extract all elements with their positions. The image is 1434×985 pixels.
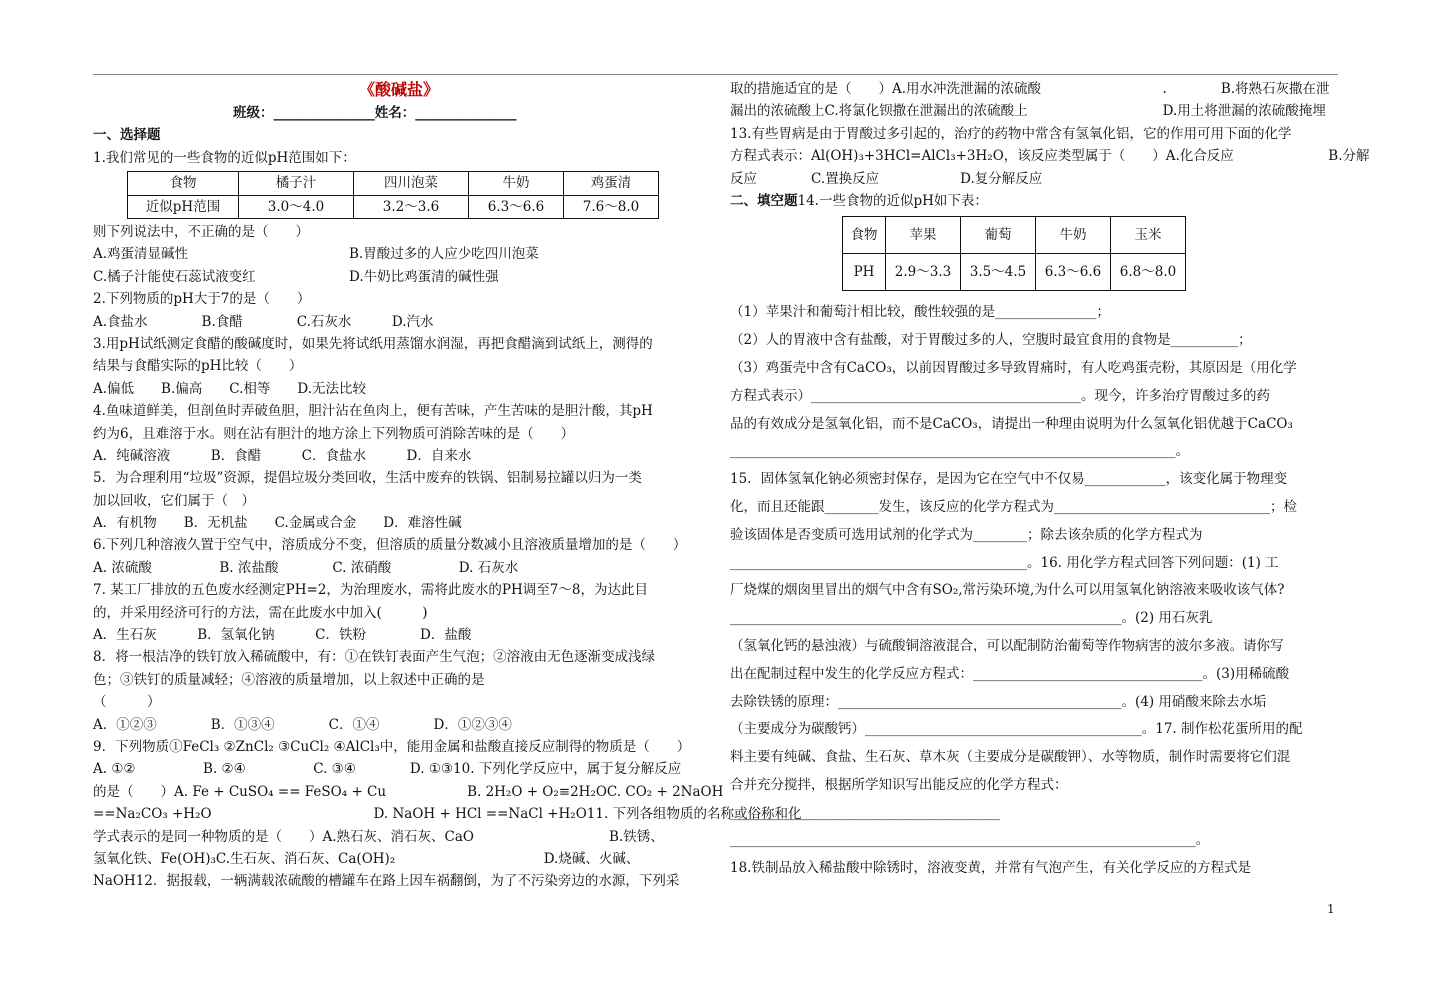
table-cell: 四川泡菜 [354, 172, 469, 195]
q4-line1: 4.鱼味道鲜美，但剖鱼时弄破鱼胆，胆汁沾在鱼肉上，便有苦味，产生苦味的是胆汁酸，其pH [93, 403, 653, 420]
section-heading-choice: 一、选择题 [93, 127, 161, 144]
q14-table-header-row [843, 217, 1186, 254]
q1-option-c: C.橘子汁能使石蕊试液变红 [93, 268, 256, 285]
q1-table-value-row [128, 195, 659, 218]
q8-line3: （ ） [93, 694, 161, 711]
table-cell: 3.0～4.0 [239, 195, 354, 218]
q14-ph-table [842, 216, 1186, 291]
q14-stem: 14.一些食物的近似pH如下表： [797, 192, 988, 209]
q1-ask: 则下列说法中，不正确的是（ ） [93, 223, 309, 240]
table-cell: 橘子汁 [239, 172, 354, 195]
q5-line1: 5．为合理利用“垃圾”资源，提倡垃圾分类回收，生活中废弃的铁锅、铝制易拉罐以归为一类 [93, 470, 642, 487]
q8-line2: 色；③铁钉的质量减轻；④溶液的质量增加，以上叙述中正确的是 [93, 671, 485, 688]
q14-stem-line [730, 190, 1338, 212]
q14-fill-6: __________________________________________________________________。 [730, 443, 1189, 460]
q16-line-1: ____________________________________________。16. 用化学方程式回答下列问题：(1) 工 [730, 554, 1279, 571]
table-cell: 玉米 [1111, 217, 1186, 254]
q12-line-r2: 漏出的浓硫酸上C.将氯化钡撒在泄漏出的浓硫酸上 D.用土将泄漏的浓硫酸掩埋 [730, 103, 1326, 120]
q3-options: A.偏低 B.偏高 C.相等 D.无法比较 [93, 380, 367, 397]
q1-option-b: B.胃酸过多的人应少吃四川泡菜 [349, 246, 539, 263]
name-blank: _______________ [415, 105, 517, 121]
q17-line-1: （主要成分为碳酸钙）_________________________________________。17. 制作松花蛋所用的配 [730, 721, 1303, 738]
table-cell: 近似pH范围 [128, 195, 239, 218]
q1-ph-table [127, 171, 659, 219]
class-name-line [93, 102, 705, 124]
table-cell: 6.3～6.6 [1036, 254, 1111, 291]
q11-line5: 学式表示的是同一种物质的是（ ）A.熟石灰、消石灰、CaO B.铁锈、 [93, 828, 664, 845]
q14-fill-5: 品的有效成分是氢氧化铝，而不是CaCO₃，请提出一种理由说明为什么氢氧化铝优越于CaCO₃ [730, 415, 1293, 432]
q8-line1: 8．将一根洁净的铁钉放入稀硫酸中，有：①在铁钉表面产生气泡；②溶液由无色逐渐变成浅绿 [93, 649, 656, 666]
q18-line-1: 18.铁制品放入稀盐酸中除锈时，溶液变黄，并常有气泡产生，有关化学反应的方程式是 [730, 860, 1251, 877]
q15-line-2: 化，而且还能跟________发生，该反应的化学方程式为________________________________；检 [730, 498, 1297, 515]
q13-line-r3: 13.有些胃病是由于胃酸过多引起的，治疗的药物中常含有氢氧化铝，它的作用可用下面的化学 [730, 125, 1292, 142]
q14-fill-1: （1）苹果汁和葡萄汁相比较，酸性较强的是_______________； [730, 304, 1110, 321]
q9-line1: 9．下列物质①FeCl₃ ②ZnCl₂ ③CuCl₂ ④AlCl₃中，能用金属和盐酸直接反应制得的物质是（ ） [93, 738, 691, 755]
q7-line2: 的，并采用经济可行的方法，需在此废水中加入( ) [93, 604, 428, 621]
q14-fill-2: （2）人的胃液中含有盐酸，对于胃酸过多的人，空腹时最宜食用的食物是__________； [730, 332, 1252, 349]
name-label: 姓名： [374, 105, 416, 121]
q1-option-d: D.牛奶比鸡蛋清的碱性强 [349, 268, 499, 285]
q2-stem: 2.下列物质的pH大于7的是（ ） [93, 291, 311, 308]
table-cell: PH [843, 254, 886, 291]
q7-line1: 7. 某工厂排放的五色废水经测定PH=2，为治理废水，需将此废水的PH调至7～8，为达此目 [93, 582, 648, 599]
table-cell: 鸡蛋清 [564, 172, 659, 195]
q3-line2: 结果与食醋实际的pH比较（ ） [93, 358, 303, 375]
q1-option-a: A.鸡蛋清显碱性 [93, 246, 189, 263]
q1-options-cd [93, 266, 705, 288]
table-cell: 7.6～8.0 [564, 195, 659, 218]
q12-line-r1: 取的措施适宜的是（ ）A.用水冲洗泄漏的浓硫酸 . B.将熟石灰撒在泄 [730, 81, 1330, 97]
table-cell: 食物 [128, 172, 239, 195]
q1-stem: 1.我们常见的一些食物的近似pH范围如下： [93, 149, 356, 166]
q8-options: A．①②③ B．①③④ C．①④ D．①②③④ [93, 716, 512, 733]
class-label: 班级： [233, 105, 274, 121]
q11-line6: 氢氧化铁、Fe(OH)₃C.生石灰、消石灰、Ca(OH)₂ D.烧碱、火碱、 [93, 850, 640, 867]
q16-line-6: 去除铁锈的原理：__________________________________________。(4) 用硝酸来除去水垢 [730, 693, 1267, 710]
q1-table-header-row [128, 172, 659, 195]
q5-options: A．有机物 B．无机盐 C.金属或合金 D．难溶性碱 [93, 515, 462, 532]
q14-fill-3: （3）鸡蛋壳中含有CaCO₃，以前因胃酸过多导致胃痛时，有人吃鸡蛋壳粉，其原因是（用化学 [730, 359, 1297, 376]
q1-options-ab [93, 243, 705, 265]
q10-line4: ==Na₂CO₃ +H₂O D. NaOH + HCl ==NaCl +H₂O11. 下列各组物质的名称或俗称和化 [93, 806, 802, 823]
q6-stem: 6.下列几种溶液久置于空气中，溶质成分不变，但溶质的质量分数减小且溶液质量增加的是（ ） [93, 537, 687, 554]
class-blank: _______________ [273, 105, 375, 121]
q17-answer-line-1: ________________________________________ [730, 804, 1000, 821]
q4-options: A．纯碱溶液 B．食醋 C．食盐水 D．自来水 [93, 447, 472, 464]
q6-options: A. 浓硫酸 B. 浓盐酸 C. 浓硝酸 D. 石灰水 [93, 559, 519, 576]
q7-options: A．生石灰 B．氢氧化钠 C．铁粉 D．盐酸 [93, 627, 472, 644]
q16-line-4: （氢氧化钙的悬浊液）与硫酸铜溶液混合，可以配制防治葡萄等作物病害的波尔多液。请你写 [730, 637, 1284, 654]
page-number: 1 [1327, 902, 1335, 916]
section-heading-fill: 二、填空题 [730, 192, 798, 209]
table-cell: 葡萄 [961, 217, 1036, 254]
q13-line-r4: 方程式表示：Al(OH)₃+3HCl=AlCl₃+3H₂O，该反应类型属于（ ）A.化合反应 B.分解 [730, 148, 1370, 165]
header-rule [93, 74, 1338, 75]
table-cell: 2.9～3.3 [886, 254, 961, 291]
q15-line-3: 验该固体是否变质可选用试剂的化学式为________；除去该杂质的化学方程式为 [730, 526, 1203, 543]
q10-line3: 的是（ ）A. Fe + CuSO₄ == FeSO₄ + Cu B. 2H₂O + O₂≡2H₂OC. CO₂ + 2NaOH [93, 783, 724, 800]
worksheet-title [93, 78, 705, 102]
table-cell: 牛奶 [469, 172, 564, 195]
q5-line2: 加以回收，它们属于（ ） [93, 492, 255, 509]
q16-line-3: __________________________________________________________。(2) 用石灰乳 [730, 610, 1213, 627]
table-cell: 牛奶 [1036, 217, 1111, 254]
table-cell: 苹果 [886, 217, 961, 254]
q17-line-3: 合并充分搅拌，根据所学知识写出能反应的化学方程式： [730, 776, 1068, 793]
right-column [730, 78, 1370, 883]
q16-line-2: 厂烧煤的烟囱里冒出的烟气中含有SO₂,常污染环境,为什么可以用氢氧化钠溶液来吸收该气体? [730, 582, 1285, 599]
q17-line-2: 料主要有纯碱、食盐、生石灰、草木灰（主要成分是碳酸钾）、水等物质，制作时需要将它们混 [730, 749, 1291, 766]
q16-line-5: 出在配制过程中发生的化学反应方程式：__________________________________。(3)用稀硫酸 [730, 665, 1290, 682]
table-cell: 6.8～8.0 [1111, 254, 1186, 291]
table-cell: 6.3～6.6 [469, 195, 564, 218]
q17-answer-line-2: _____________________________________________________________________。 [730, 832, 1210, 849]
table-cell: 3.2～3.6 [354, 195, 469, 218]
q14-table-value-row [843, 254, 1186, 291]
q3-line1: 3.用pH试纸测定食醋的酸碱度时，如果先将试纸用蒸馏水润湿，再把食醋滴到试纸上，测得的 [93, 335, 653, 352]
q2-options: A.食盐水 B.食醋 C.石灰水 D.汽水 [93, 313, 434, 330]
q4-line2: 约为6，且难溶于水。则在沾有胆汁的地方涂上下列物质可消除苦味的是（ ） [93, 425, 575, 442]
title-text: 《酸碱盐》 [358, 80, 439, 99]
table-cell: 食物 [843, 217, 886, 254]
q12-line7: NaOH12．据报载，一辆满载浓硫酸的槽罐车在路上因车祸翻倒，为了不污染旁边的水源，下列采 [93, 873, 680, 890]
q9-line2: A. ①② B. ②④ C. ③④ D. ①③10. 下列化学反应中，属于复分解反应 [93, 761, 682, 778]
q14-fill-4: 方程式表示）________________________________________。现今，许多治疗胃酸过多的药 [730, 387, 1270, 404]
q15-line-1: 15．固体氢氧化钠必须密封保存，是因为它在空气中不仅易____________，该变化属于物理变 [730, 471, 1288, 488]
table-cell: 3.5～4.5 [961, 254, 1036, 291]
q13-line-r5: 反应 C.置换反应 D.复分解反应 [730, 170, 1043, 187]
